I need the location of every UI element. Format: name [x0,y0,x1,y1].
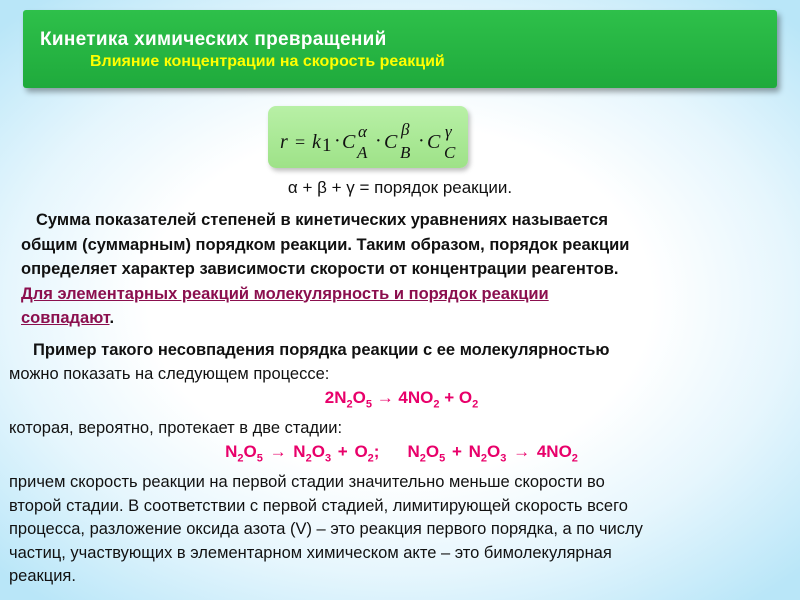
rate-law-svg [268,106,468,168]
example-paragraph [9,339,794,589]
eq-subscript: 2 [472,398,479,411]
eq-subscript: 2 [305,452,312,465]
eq-token: 4 [536,442,547,462]
highlighted-statement-end: совпадают [21,309,110,327]
reaction-order-sum: α + β + γ = порядок реакции. [287,178,513,197]
eq-token: 2 [324,388,335,407]
eq-subscript: 2 [571,452,578,465]
eq-subscript: 2 [237,452,244,465]
eq-token: O [458,388,473,407]
paragraph-line: процесса, разложение оксида азота (V) – это реакция первого порядка, а по числу [9,520,643,539]
eq-token: 4 [398,388,408,407]
formula-dot-2: · [375,130,382,152]
highlighted-statement: Для элементарных реакций молекулярность и порядок реакции [21,284,549,303]
eq-subscript: 3 [500,452,507,465]
formula-gamma: γ [445,122,452,141]
eq-token: O [425,442,440,462]
eq-token: NO [407,388,434,407]
title-banner [23,10,777,88]
rate-law-formula [268,106,468,168]
paragraph-line: можно показать на следующем процессе: [9,364,330,383]
paragraph-line: Пример такого несовпадения порядка реакции с ее молекулярностью [33,341,610,359]
formula-dot-3: · [418,130,425,152]
formula-cb: C [384,131,398,153]
eq-arrow: → [262,442,294,462]
eq-token: N [407,442,420,462]
order-definition-paragraph [21,208,771,331]
eq-token: NO [546,442,572,462]
slide-subtitle: Влияние концентрации на скорость реакций [90,53,445,70]
eq-subscript: 2 [367,452,374,465]
eq-subscript: 2 [480,452,488,465]
eq-token: N [293,442,306,462]
eq-subscript: 2 [419,452,426,465]
formula-k-index: 1 [322,135,332,156]
formula-sub-b: B [400,143,411,162]
eq-token: O [352,388,366,407]
formula-alpha: α [358,122,367,141]
paragraph-line: Сумма показателей степеней в кинетических уравнениях называется [36,211,609,229]
eq-token: O [487,442,501,462]
paragraph-line: второй стадии. В соответствии с первой стадией, лимитирующей скорость всего [9,496,628,515]
slide-title: Кинетика химических превращений [40,29,387,50]
formula-beta: β [401,120,410,139]
overall-reaction-equation [9,386,794,417]
two-stage-equations [9,440,794,471]
eq-subscript: 3 [324,452,332,465]
eq-token: N [334,388,347,407]
eq-subscript: 5 [365,398,372,411]
eq-subscript: 5 [256,452,263,465]
eq-token: O [243,442,257,462]
eq-token: N [468,442,481,462]
formula-equals: = [295,132,306,152]
eq-subscript: 2 [433,398,440,411]
formula-sub-c: C [444,143,456,162]
period: . [109,309,115,327]
paragraph-line [21,306,771,331]
paragraph-line: которая, вероятно, протекает в две стадии: [9,418,343,437]
eq-token: O [354,442,368,462]
eq-subscript: 5 [439,452,446,465]
paragraph-line: причем скорость реакции на первой стадии значительно меньше скорости во [9,473,605,492]
eq-arrow: → [506,442,537,462]
paragraph-line: определяет характер зависимости скорости от концентрации реагентов. [21,260,619,278]
formula-r: r [280,131,288,153]
paragraph-line: реакция. [9,567,76,586]
paragraph-line: общим (суммарным) порядком реакции. Таким образом, порядок реакции [21,235,630,254]
eq-plus: + [445,442,469,462]
eq-arrow: → [371,388,399,407]
formula-sub-a: A [357,143,368,162]
formula-cc: C [427,131,441,153]
eq-separator: ; [373,442,380,462]
eq-token: O [311,442,325,462]
eq-plus: + [331,442,355,462]
eq-plus: + [439,388,459,407]
eq-token: N [225,442,238,462]
formula-ca: C [342,131,356,153]
eq-subscript: 2 [346,398,353,411]
formula-dot-1: · [334,130,341,152]
paragraph-line: частиц, участвующих в элементарном химическом акте – это бимолекулярная [9,543,612,562]
formula-k: k [312,131,321,153]
